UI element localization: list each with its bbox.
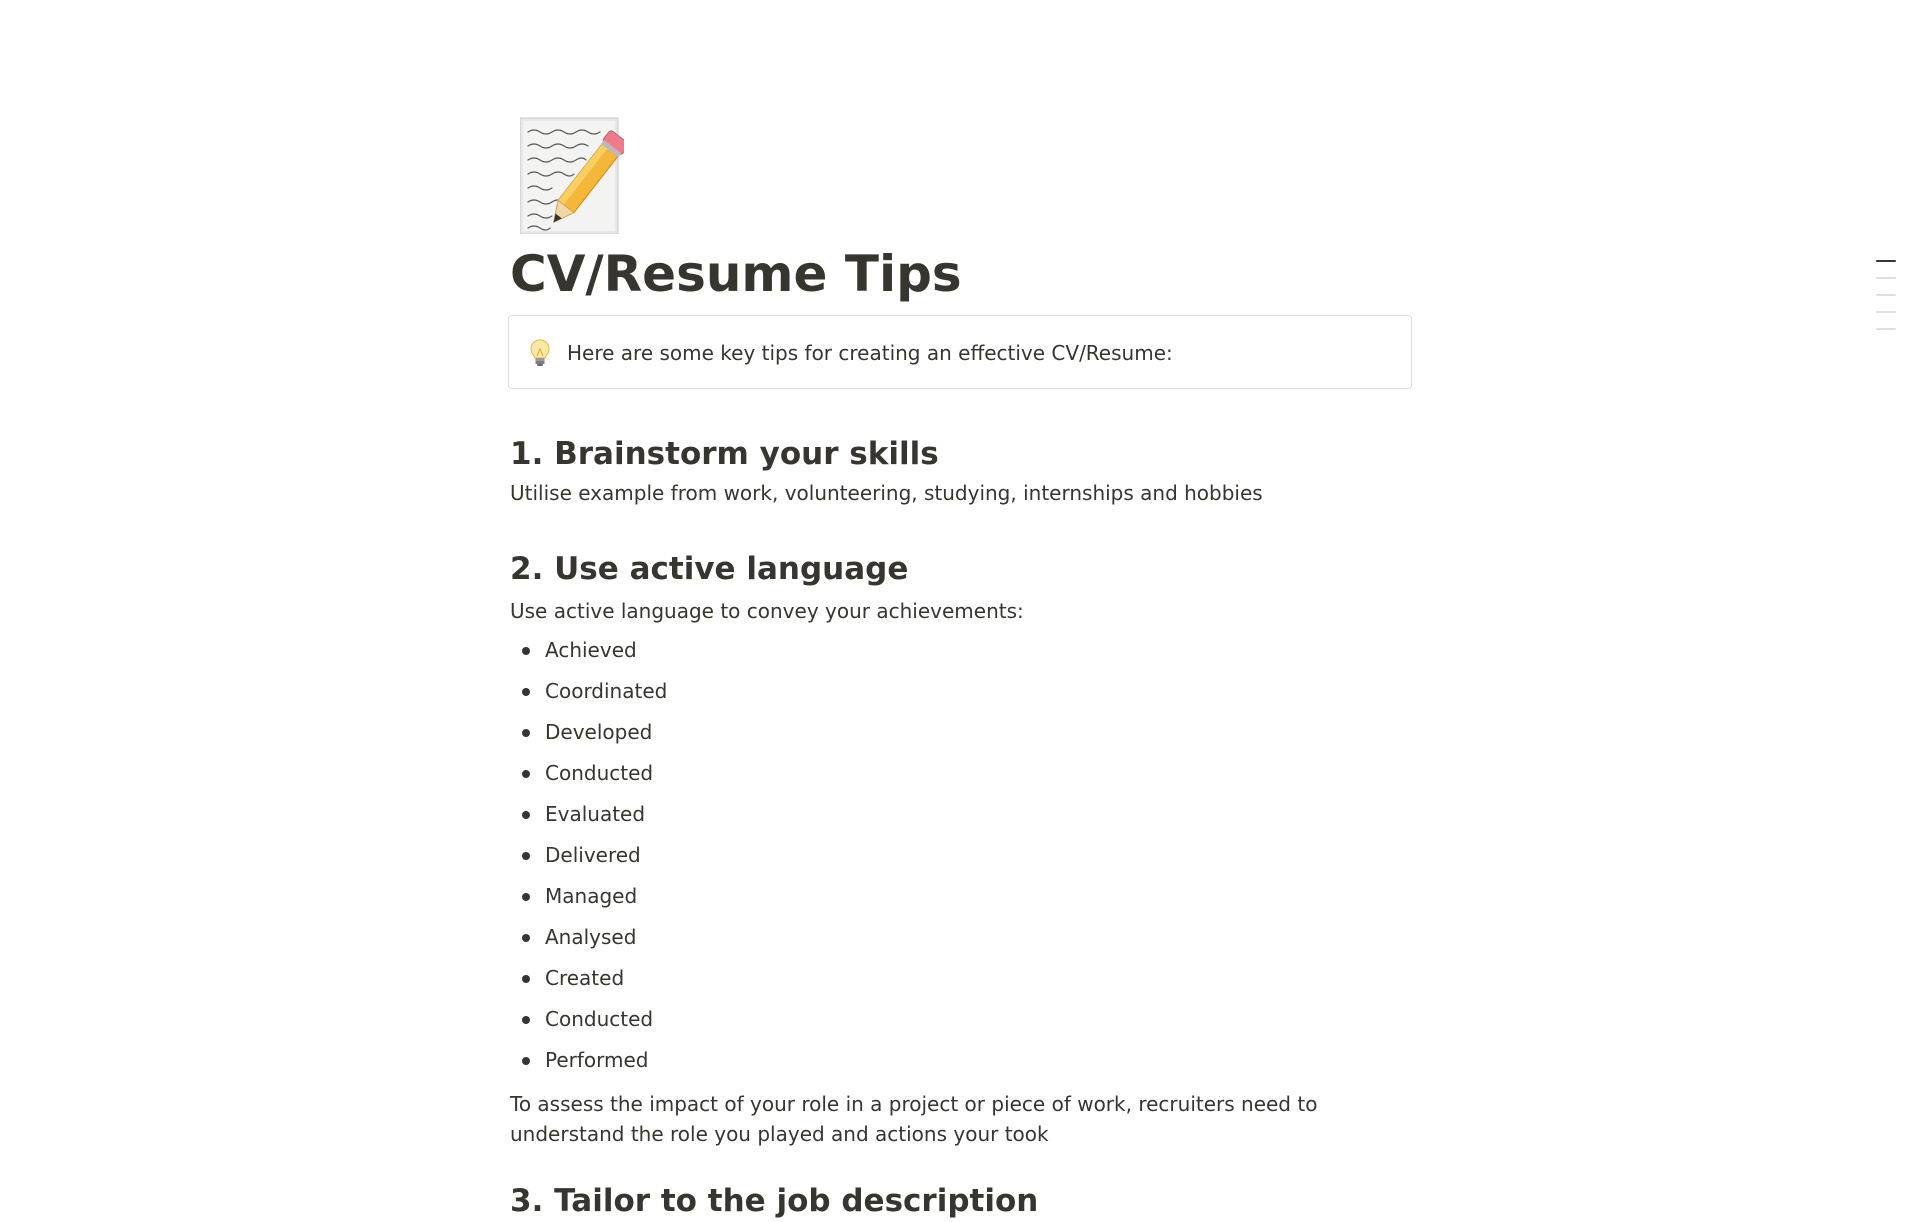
toc-item-tailor-job-description[interactable] — [1876, 311, 1896, 313]
callout-text: Here are some key tips for creating an effective CV/Resume: — [567, 341, 1173, 365]
bullet-dot — [522, 770, 530, 778]
memo-pencil-icon[interactable] — [520, 116, 624, 234]
bullet-dot — [522, 1016, 530, 1024]
heading-tailor-job-description: 3. Tailor to the job description — [510, 1183, 1039, 1219]
bullet-dot — [522, 852, 530, 860]
bullet-dot — [522, 1057, 530, 1065]
bullet-dot — [522, 975, 530, 983]
bullet-dot — [522, 811, 530, 819]
toc-item-extra[interactable] — [1876, 328, 1896, 330]
heading-brainstorm-skills: 1. Brainstorm your skills — [510, 436, 939, 472]
bullet-dot — [522, 934, 530, 942]
brainstorm-skills-text: Utilise example from work, volunteering, studying, internships and hobbies — [510, 481, 1263, 505]
bullet-dot — [522, 729, 530, 737]
page-title: CV/Resume Tips — [510, 245, 962, 303]
table-of-contents-minimap[interactable] — [1876, 260, 1896, 345]
light-bulb-icon — [529, 338, 551, 368]
callout-block[interactable] — [508, 315, 1412, 389]
toc-item-page-title[interactable] — [1876, 260, 1896, 262]
toc-item-active-language[interactable] — [1876, 294, 1896, 296]
toc-item-brainstorm-skills[interactable] — [1876, 277, 1896, 279]
bullet-dot — [522, 688, 530, 696]
bullet-dot — [522, 647, 530, 655]
active-language-outro: To assess the impact of your role in a project or piece of work, recruiters need to understand the role you played and actions your took — [510, 1092, 1318, 1146]
heading-active-language: 2. Use active language — [510, 551, 909, 587]
active-language-intro: Use active language to convey your achievements: — [510, 599, 1024, 623]
bullet-dot — [522, 893, 530, 901]
